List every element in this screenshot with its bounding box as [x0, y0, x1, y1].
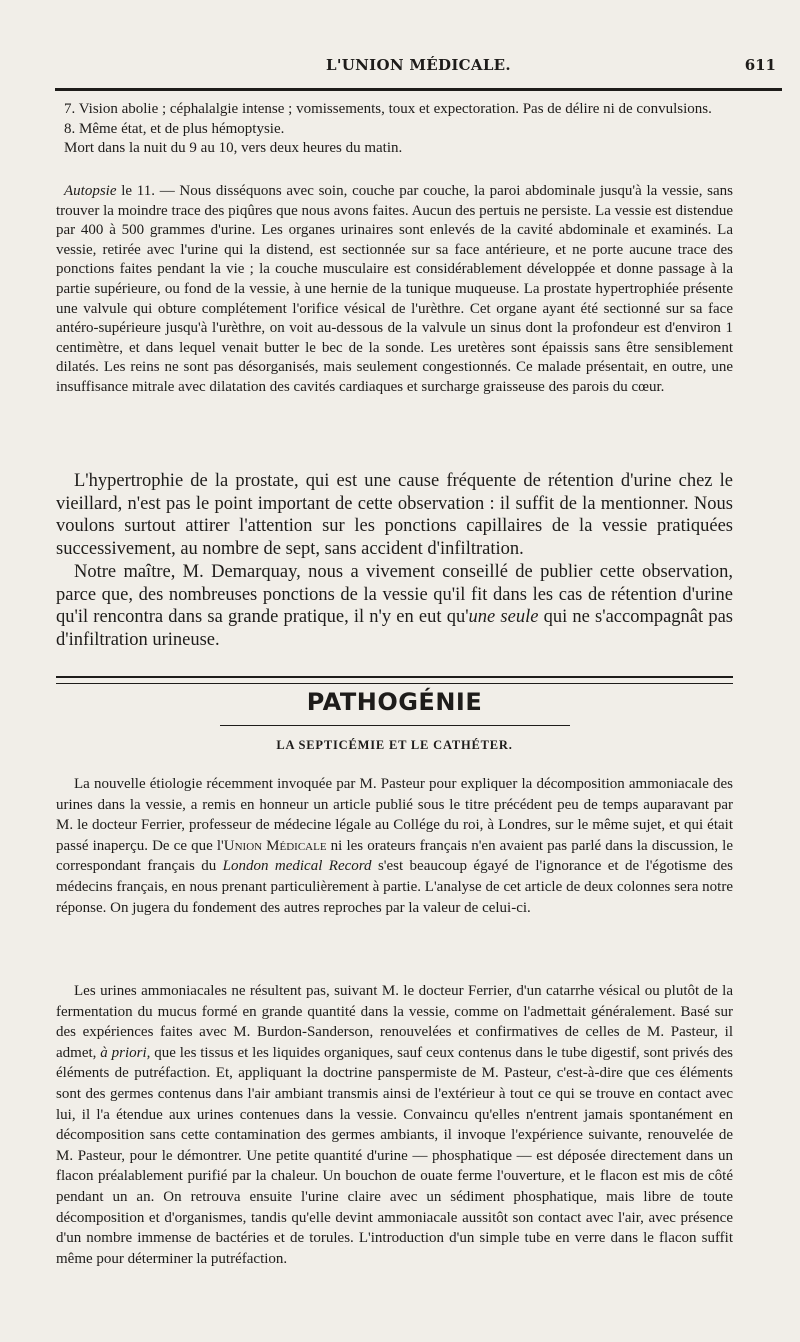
case-note-8: 8. Même état, et de plus hémoptysie. [64, 120, 285, 137]
section-divider [56, 676, 733, 684]
article-title: LA SEPTICÉMIE ET LE CATHÉTER. [276, 738, 513, 752]
case-note-death: Mort dans la nuit du 9 au 10, vers deux heures du matin. [64, 140, 403, 157]
commentary [56, 470, 733, 652]
article-paragraph-1: La nouvelle étiologie récemment invoquée par M. Pasteur pour expliquer la décomposition ammoniacale des urines dans la vessie, a remis en honneur un article publié sous le titre précédent peu de temps auparavant par M. le docteur Ferrier, professeur de médecine légale au Collége du roi, à Londres, sur le même sujet, et qui était passé inaperçu. De ce que l'Union Médicale ni les orateurs français n'en avaient pas parlé dans la discussion, le correspondant français du London medical Record s'est beaucoup égayé de l'ignorance et de l'égotisme des médecins français, en nous prenant particulièrement à partie. L'analyse de cet article de deux colonnes sera notre réponse. On jugera du fondement des autres reproches par la valeur de celui-ci. [56, 776, 733, 916]
autopsy-paragraph [56, 182, 733, 398]
header-rule [55, 88, 782, 91]
commentary-paragraph-2: Notre maître, M. Demarquay, nous a vivement conseillé de publier cette observation, parce que, des nombreuses ponctions de la vessie qu'il fit dans les cas de rétention d'urine qu'il rencontra dans sa grande pratique, il n'y en eut qu'une seule qui ne s'accompagnât pas d'infiltration urineuse. [56, 561, 733, 650]
page-number: 611 [744, 56, 776, 74]
journal-name-smallcaps: Union Médicale [223, 837, 327, 854]
autopsy-label: Autopsie [64, 183, 117, 199]
case-note-7: 7. Vision abolie ; céphalalgie intense ; vomissements, toux et expectoration. Pas de délire ni de convulsions. [64, 101, 712, 117]
commentary-paragraph-1: L'hypertrophie de la prostate, qui est une cause fréquente de rétention d'urine chez le vieillard, n'est pas le point important de cette observation : il suffit de la mentionner. Nous voulons surtout attirer l'attention sur les ponctions capillaires de la vessie pratiquées successivement, au nombre de sept, sans accident d'infiltration. [56, 471, 733, 560]
a-priori: à priori, [100, 1044, 151, 1061]
emphasis-une-seule: une seule [468, 607, 539, 628]
heading-underline [220, 725, 570, 726]
running-head [55, 56, 782, 86]
london-medical-record: London medical Record [222, 858, 372, 875]
section-heading: PATHOGÉNIE [306, 688, 483, 716]
journal-title: L'UNION MÉDICALE. [326, 56, 511, 74]
article-paragraph-2: Les urines ammoniacales ne résultent pas, suivant M. le docteur Ferrier, d'un catarrhe vésical ou plutôt de la fermentation du mucus formé en grande quantité dans la vessie, comme on l'admettait généralement. Basé sur des expériences faites avec M. Burdon-Sanderson, renouvelées et confirmatives de celles de M. Pasteur, il admet, à priori, que les tissus et les liquides organiques, sauf ceux contenus dans le tube digestif, sont privés des éléments de putréfaction. Et, appliquant la doctrine panspermiste de M. Pasteur, c'est-à-dire que ces éléments sont des germes contenus dans l'air ambiant transmis ainsi de l'extérieur à tout ce qui se trouve en contact avec lui, il l'a étendue aux urines contenues dans la vessie. Convaincu qu'elles n'entrent jamais spontanément en décomposition sans cette contamination des germes ambiants, il invoque l'expérience suivante, renouvelée de M. Pasteur, pour le démontrer. Une petite quantité d'urine — phosphatique — est déposée directement dans un flacon préalablement purifié par la chaleur. Un bouchon de ouate ferme l'ouverture, et le flacon est mis de côté pendant un an. On retrouva ensuite l'urine claire avec un sédiment phosphatique, mais libre de toute décomposition et d'organismes, tandis qu'elle devint ammoniacale aussitôt son contact avec l'air, avec présence d'un nombre immense de bactéries et de torules. L'introduction d'un simple tube en verre dans le flacon suffit même pour déterminer la putréfaction. [56, 983, 734, 1267]
case-notes [56, 100, 733, 159]
autopsy-text: le 11. — Nous disséquons avec soin, couche par couche, la paroi abdominale jusqu'à la vessie, sans trouver la moindre trace des piqûres que nous avons faites. Aucun des pertuis ne persiste. La vessie est distendue par 400 à 500 grammes d'urine. Les organes urinaires sont enlevés de la cavité abdominale et examinés. La vessie, retirée avec l'urine qui la distend, est sectionnée sur sa face antérieure, et ne porte aucune trace des ponctions faites pendant la vie ; la couche musculaire est considérablement développée et donne passage à la partie supérieure, ou fond de la vessie, à une hernie de la tunique muqueuse. La prostate hypertrophiée présente une valvule qui obture complétement l'orifice vésical de l'urèthre. Cet organe ayant été sectionné sur sa face antéro-supérieure jusqu'à l'urèthre, on voit au-dessous de la valvule un sinus dont la profondeur est d'environ 1 centimètre, et dans lequel venait butter le bec de la sonde. Les uretères sont épaissis sans être sensiblement dilatés. Les reins ne sont pas désorganisés, mais seulement congestionnés. Ce malade présentait, en outre, une insuffisance mitrale avec dilatation des cavités cardiaques et surcharge graisseuse des parois du cœur. [56, 183, 733, 395]
